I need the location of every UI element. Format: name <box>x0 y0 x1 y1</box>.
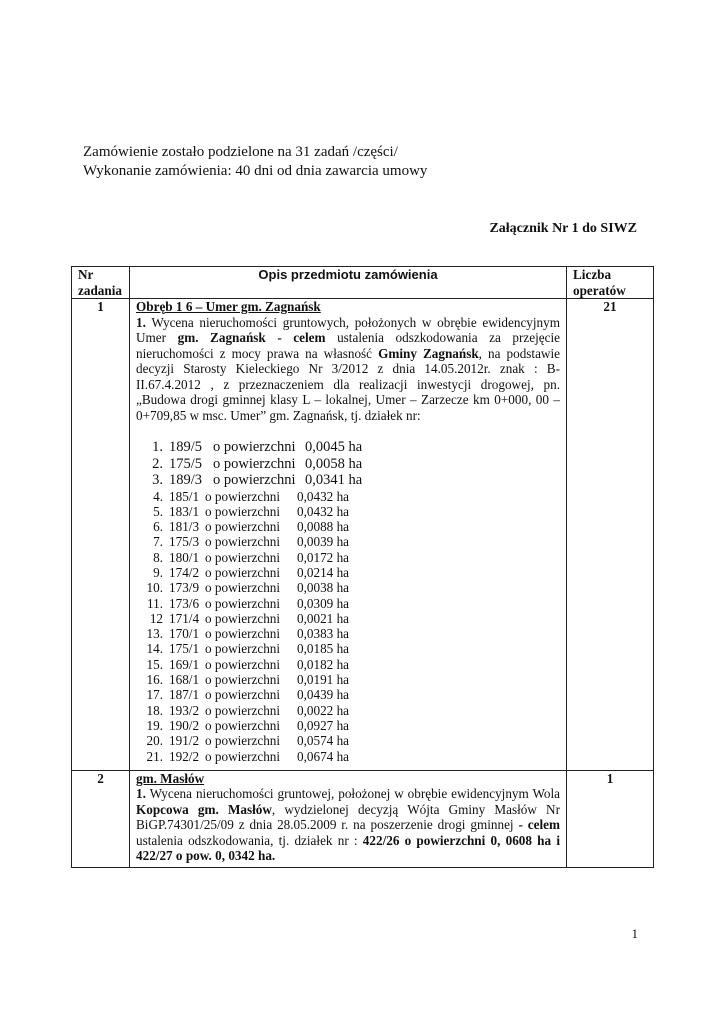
area-label: o powierzchni <box>205 626 281 642</box>
list-item <box>136 489 560 504</box>
area-label: o powierzchni <box>205 534 281 550</box>
order-table <box>71 266 654 868</box>
list-item <box>136 456 560 473</box>
list-item <box>136 611 560 626</box>
order-summary <box>83 143 427 181</box>
list-item <box>136 519 560 534</box>
area-label: o powierzchni <box>213 472 296 488</box>
area-label: o powierzchni <box>205 656 281 672</box>
parcel-area: 0,0574 ha <box>297 733 350 749</box>
parcel-id: 191/2 <box>169 733 200 749</box>
parcel-id: 185/1 <box>169 488 200 504</box>
parcel-area: 0,0191 ha <box>297 672 350 688</box>
parcel-area: 0,0674 ha <box>297 748 350 764</box>
parcel-area: 0,0022 ha <box>297 702 350 718</box>
list-item <box>136 749 560 764</box>
area-label: o powierzchni <box>205 564 281 580</box>
plot-number: 6. <box>153 519 163 535</box>
plot-number: 8. <box>153 549 163 565</box>
area-label: o powierzchni <box>205 702 281 718</box>
parcel-id: 175/3 <box>169 534 200 550</box>
attachment-label: Załącznik Nr 1 do SIWZ <box>489 221 637 236</box>
task-number: 1 <box>72 299 130 771</box>
area-label: o powierzchni <box>205 610 281 626</box>
area-label: o powierzchni <box>205 641 281 657</box>
parcel-id: 181/3 <box>169 519 200 535</box>
plot-number: 12 <box>149 610 163 626</box>
parcel-id: 169/1 <box>169 656 200 672</box>
list-item <box>136 703 560 718</box>
plot-number: 2. <box>152 455 163 472</box>
plot-number: 10. <box>146 580 163 596</box>
task-title: gm. Masłów <box>136 770 205 786</box>
plot-number: 7. <box>153 534 163 550</box>
list-item <box>136 580 560 595</box>
parcel-id: 171/4 <box>169 610 200 626</box>
parcel-id: 175/1 <box>169 641 200 657</box>
list-item <box>136 472 560 489</box>
table-header-row <box>72 267 654 299</box>
list-item <box>136 733 560 748</box>
plot-number: 20. <box>146 733 163 749</box>
plot-number: 5. <box>153 503 163 519</box>
plot-number: 16. <box>146 672 163 688</box>
task-description <box>130 299 567 771</box>
parcel-area: 0,0432 ha <box>297 503 350 519</box>
page-number: 1 <box>631 926 638 941</box>
plot-number: 19. <box>146 717 163 733</box>
parcel-id: 174/2 <box>169 564 200 580</box>
parcel-id: 175/5 <box>169 455 203 472</box>
parcel-id: 192/2 <box>169 748 200 764</box>
plot-number: 9. <box>153 564 163 580</box>
area-label: o powierzchni <box>205 717 281 733</box>
area-label: o powierzchni <box>205 595 281 611</box>
plot-number: 1. <box>152 439 163 455</box>
area-label: o powierzchni <box>205 488 281 504</box>
area-label: o powierzchni <box>205 580 281 596</box>
table-row <box>72 770 654 867</box>
parcel-id: 189/3 <box>169 472 203 488</box>
parcel-id: 187/1 <box>169 687 200 703</box>
area-label: o powierzchni <box>205 733 281 749</box>
plot-number: 14. <box>146 641 163 657</box>
parcel-id: 189/5 <box>169 439 203 455</box>
list-item <box>136 504 560 519</box>
list-item <box>136 596 560 611</box>
plot-number: 17. <box>146 687 163 703</box>
parcel-area: 0,0309 ha <box>297 595 350 611</box>
list-item <box>136 565 560 580</box>
parcel-area: 0,0927 ha <box>297 717 350 733</box>
plot-number: 21. <box>146 748 163 764</box>
list-item <box>136 626 560 641</box>
parcel-list <box>136 439 560 764</box>
parcel-area: 0,0172 ha <box>297 549 350 565</box>
parcel-id: 168/1 <box>169 672 200 688</box>
parcel-area: 0,0021 ha <box>297 610 350 626</box>
parcel-area: 0,0058 ha <box>305 455 363 472</box>
area-label: o powierzchni <box>205 672 281 688</box>
area-label: o powierzchni <box>205 748 281 764</box>
task-paragraph: 1. Wycena nieruchomości gruntowej, położonej w obrębie ewidencyjnym Wola Kopcowa gm. Masłów, wydzielonej decyzją Wójta Gminy Masłów Nr BiGP.74301/25/09 z dnia 28.05.2009 r. na poszerzenie drogi gminnej - celem ustalenia odszkodowania, tj. działek nr : 422/26 o powierzchni 0, 0608 ha i 422/27 o pow. 0, 0342 ha. <box>136 786 560 864</box>
parcel-id: 190/2 <box>169 717 200 733</box>
parcel-area: 0,0341 ha <box>305 472 363 488</box>
list-item <box>136 534 560 549</box>
parcel-area: 0,0182 ha <box>297 656 350 672</box>
area-label: o powierzchni <box>213 439 296 455</box>
plot-number: 15. <box>146 656 163 672</box>
parcel-area: 0,0039 ha <box>297 534 350 550</box>
parcel-id: 173/6 <box>169 595 200 611</box>
list-item <box>136 687 560 702</box>
order-deadline-line: Wykonanie zamówienia: 40 dni od dnia zawarcia umowy <box>83 163 428 179</box>
parcel-id: 180/1 <box>169 549 200 565</box>
order-parts-line: Zamówienie zostało podzielone na 31 zadań /części/ <box>83 144 398 160</box>
area-label: o powierzchni <box>205 549 281 565</box>
plot-number: 3. <box>152 472 163 488</box>
task-title: Obręb 1 6 – Umer gm. Zagnańsk <box>136 299 321 314</box>
table-row <box>72 299 654 771</box>
parcel-area: 0,0088 ha <box>297 519 350 535</box>
parcel-area: 0,0185 ha <box>297 641 350 657</box>
list-item <box>136 718 560 733</box>
parcel-area: 0,0038 ha <box>297 580 350 596</box>
plot-number: 18. <box>146 702 163 718</box>
task-description <box>130 770 567 867</box>
list-item <box>136 641 560 656</box>
header-opis: Opis przedmiotu zamówienia <box>130 267 567 299</box>
list-item <box>136 439 560 456</box>
parcel-area: 0,0432 ha <box>297 488 350 504</box>
plot-number: 13. <box>146 626 163 642</box>
parcel-id: 193/2 <box>169 702 200 718</box>
operat-count: 1 <box>567 770 654 867</box>
plot-number: 4. <box>153 488 163 504</box>
task-paragraph: 1. Wycena nieruchomości gruntowych, położonych w obrębie ewidencyjnym Umer gm. Zagnańsk - celem ustalenia odszkodowania za przejęcie nieruchomości z mocy prawa na własność Gminy Zagnańsk, na podstawie decyzji Starosty Kieleckiego Nr 3/2012 z dnia 14.05.2012r. znak : B-II.67.4.2012 , z przeznaczeniem dla realizacji inwestycji drogowej, pn. „Budowa drogi gminnej klasy L – lokalnej, Umer – Zarzecze km 0+000, 00 – 0+709,85 w msc. Umer” gm. Zagnańsk, tj. działek nr: <box>136 314 560 423</box>
list-item <box>136 657 560 672</box>
plot-number: 11. <box>147 595 163 611</box>
operat-count: 21 <box>567 299 654 771</box>
area-label: o powierzchni <box>205 519 281 535</box>
header-nr-zadania: Nr zadania <box>72 267 130 299</box>
parcel-id: 173/9 <box>169 580 200 596</box>
parcel-id: 170/1 <box>169 626 200 642</box>
parcel-area: 0,0045 ha <box>305 439 363 455</box>
area-label: o powierzchni <box>205 503 281 519</box>
header-liczba-operatow: Liczba operatów <box>567 267 654 299</box>
parcel-id: 183/1 <box>169 503 200 519</box>
parcel-area: 0,0383 ha <box>297 626 350 642</box>
task-number: 2 <box>72 770 130 867</box>
parcel-area: 0,0439 ha <box>297 687 350 703</box>
list-item <box>136 672 560 687</box>
parcel-area: 0,0214 ha <box>297 564 350 580</box>
list-item <box>136 550 560 565</box>
area-label: o powierzchni <box>213 455 296 472</box>
area-label: o powierzchni <box>205 687 281 703</box>
